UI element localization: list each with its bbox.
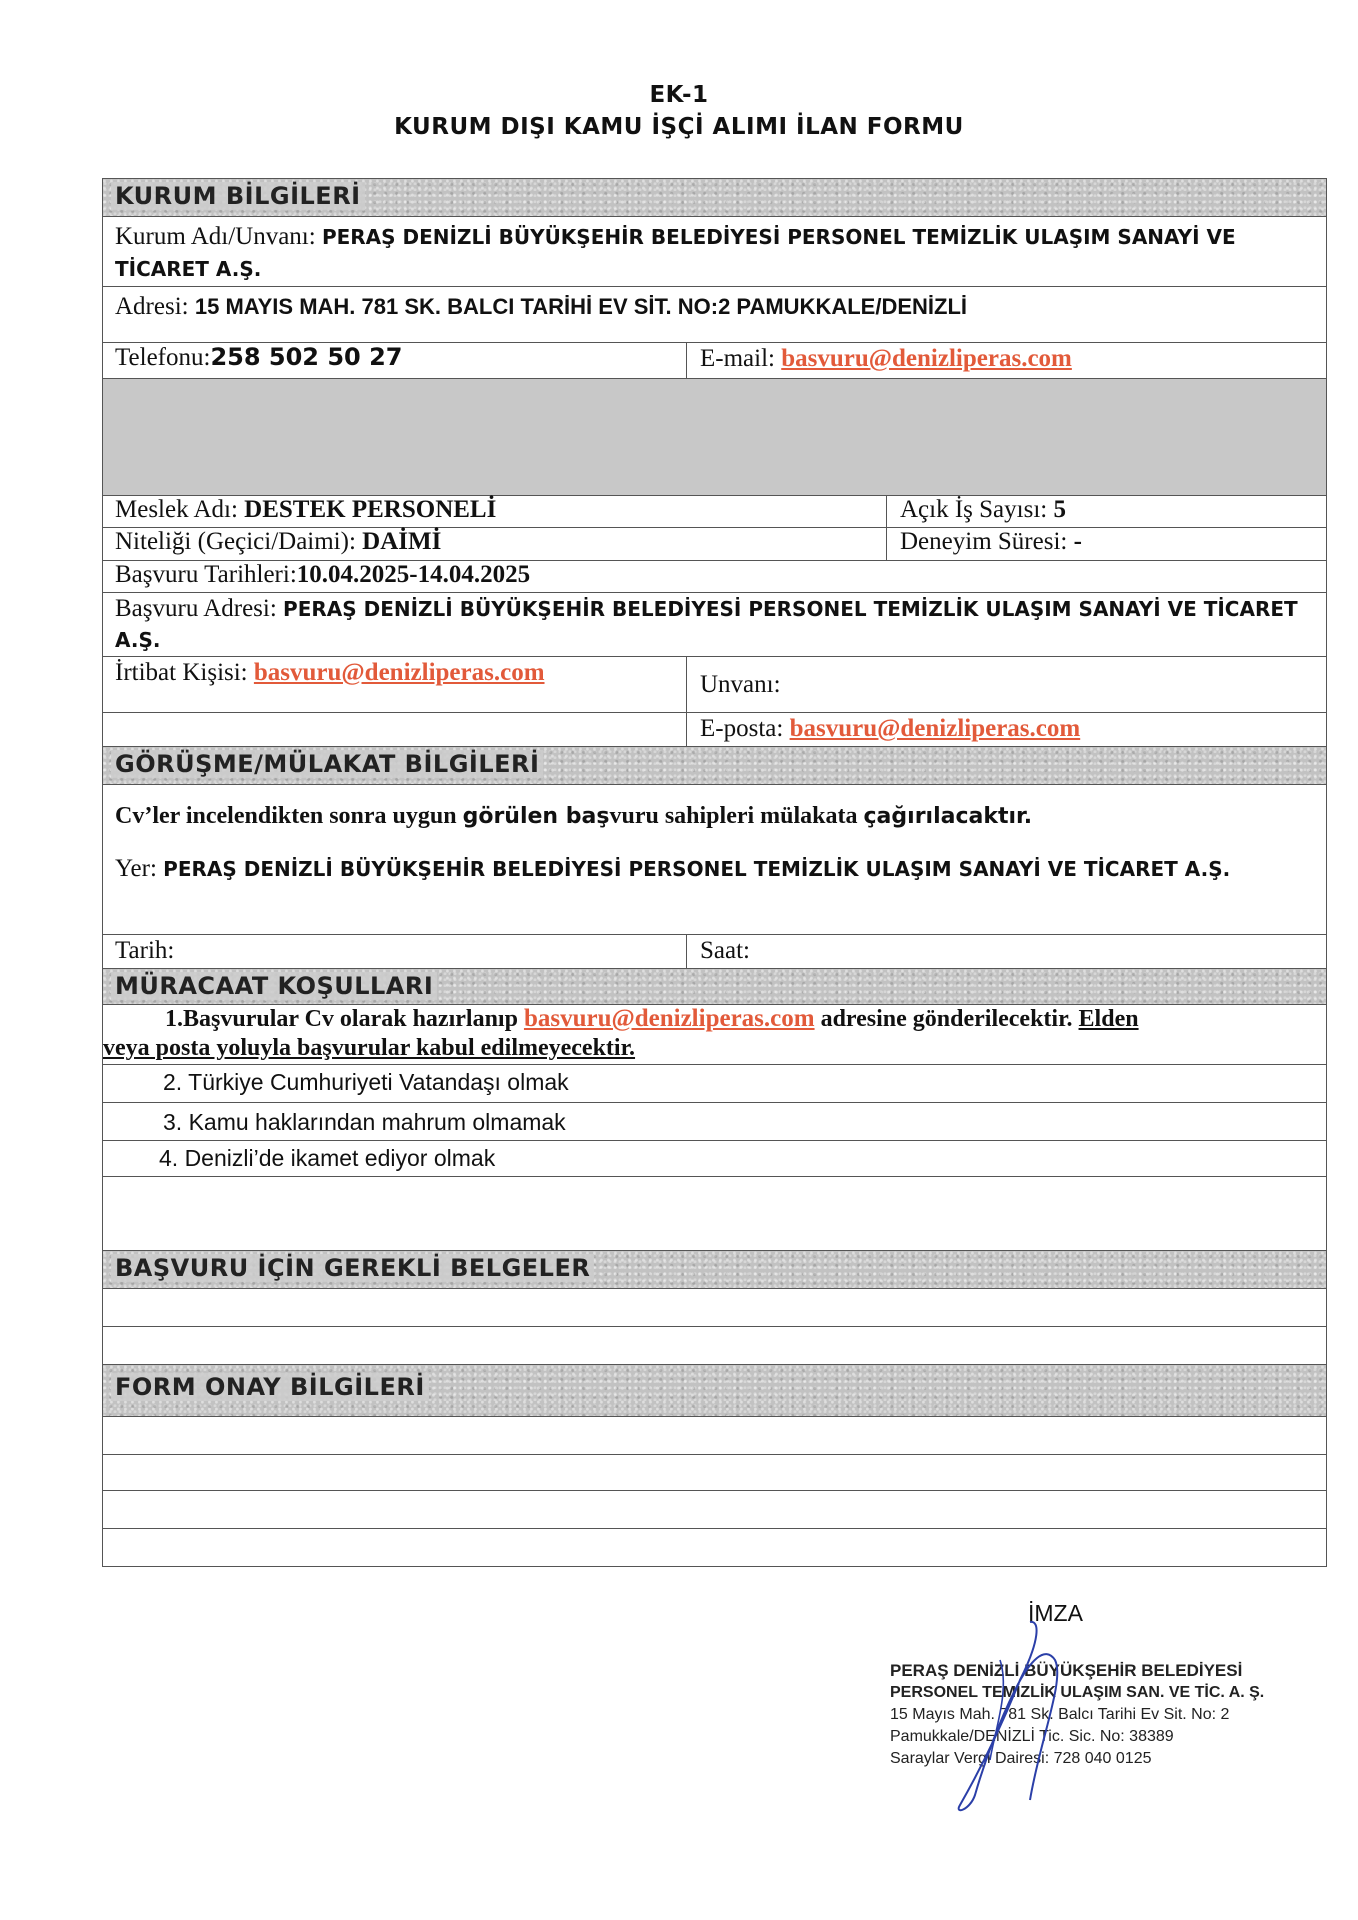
section-title: GÖRÜŞME/MÜLAKAT BİLGİLERİ	[111, 750, 543, 778]
eposta-row	[103, 713, 1326, 747]
irtibat-label: İrtibat Kişisi:	[115, 659, 248, 686]
section-title: MÜRACAAT KOŞULLARI	[111, 972, 437, 1000]
kosul-1: 1.Başvurular Cv olarak hazırlanıp basvuru@denizliperas.com adresine gönderilecektir. Elden veya posta yoluyla başvurular kabul edilmeyecektir.	[103, 1005, 1326, 1065]
kosul-1-cont: veya posta yoluyla başvurular kabul edilmeyecektir.	[103, 1035, 636, 1061]
basvuru-tarihleri-row	[103, 561, 1326, 593]
form-code: EK-1	[649, 82, 709, 108]
acik-is-label: Açık İş Sayısı:	[900, 496, 1048, 523]
nitelik-row	[103, 528, 1326, 561]
meslek-row	[103, 496, 1326, 528]
signature-stamp	[880, 1600, 1320, 1820]
basvuru-adresi-label: Başvuru Adresi:	[115, 595, 277, 622]
stamp-line-5: Saraylar Vergi Dairesi: 728 040 0125	[890, 1750, 1152, 1767]
empty-row	[103, 1327, 1326, 1365]
signature-scribble	[880, 1600, 1320, 1820]
email-link[interactable]: basvuru@denizliperas.com	[781, 345, 1072, 372]
empty-row	[103, 1417, 1326, 1455]
divider	[686, 657, 687, 713]
kosul-email-link[interactable]: basvuru@denizliperas.com	[523, 1005, 815, 1032]
empty-row	[103, 1455, 1326, 1491]
form-title: KURUM DIŞI KAMU İŞÇİ ALIMI İLAN FORMU	[394, 114, 964, 140]
eposta-label: E-posta:	[700, 715, 784, 742]
yer-label: Yer:	[115, 855, 157, 882]
empty-row	[103, 1491, 1326, 1529]
divider	[686, 935, 687, 969]
section-kurum-bilgileri	[103, 179, 1326, 217]
empty-row	[103, 1289, 1326, 1327]
nitelik-value: DAİMİ	[362, 528, 442, 555]
divider	[886, 528, 887, 561]
section-gorusme-bilgileri	[103, 747, 1326, 785]
deneyim-label: Deneyim Süresi:	[900, 528, 1068, 555]
kurum-iletisim-row	[103, 343, 1326, 379]
nitelik-label: Niteliği (Geçici/Daimi):	[115, 528, 356, 555]
basvuru-adresi-row	[103, 593, 1326, 657]
basvuru-tarihleri-value: 10.04.2025-14.04.2025	[296, 561, 531, 588]
section-gerekli-belgeler	[103, 1251, 1326, 1289]
gorusme-content	[103, 785, 1326, 935]
imza-label: İMZA	[1028, 1600, 1083, 1626]
meslek-value: DESTEK PERSONELİ	[244, 496, 497, 523]
telefon-label: Telefonu:	[115, 344, 211, 371]
acik-is-value: 5	[1053, 496, 1066, 523]
kurum-adres-label: Adresi:	[115, 293, 189, 320]
basvuru-adresi-value: PERAŞ DENİZLİ BÜYÜKŞEHİR BELEDİYESİ PERSONEL TEMİZLİK ULAŞIM SANAYİ VE TİCARET	[283, 597, 1298, 621]
telefon-value: 258 502 50 27	[210, 343, 403, 371]
section-title: BAŞVURU İÇİN GEREKLİ BELGELER	[111, 1254, 594, 1282]
divider	[686, 713, 687, 747]
application-form	[102, 178, 1327, 1567]
tarih-saat-row	[103, 935, 1326, 969]
section-title: KURUM BİLGİLERİ	[111, 182, 365, 210]
divider	[686, 343, 687, 379]
kurum-adres-value: 15 MAYIS MAH. 781 SK. BALCI TARİHİ EV SİT. NO:2 PAMUKKALE/DENİZLİ	[194, 294, 967, 319]
kosul-3: 3. Kamu haklarından mahrum olmamak	[103, 1103, 1326, 1141]
irtibat-link[interactable]: basvuru@denizliperas.com	[253, 659, 545, 686]
stamp-line-2: PERSONEL TEMİZLİK ULAŞIM SAN. VE TİC. A. Ş.	[890, 1684, 1265, 1701]
kosul-2: 2. Türkiye Cumhuriyeti Vatandaşı olmak	[103, 1065, 1326, 1103]
kurum-adi-value-cont: TİCARET A.Ş.	[115, 257, 262, 281]
section-muracaat-kosullari	[103, 969, 1326, 1005]
meslek-label: Meslek Adı:	[115, 496, 238, 523]
basvuru-tarihleri-label: Başvuru Tarihleri:	[115, 561, 297, 588]
email-label: E-mail:	[700, 345, 775, 372]
divider	[886, 496, 887, 528]
redacted-area	[103, 379, 1326, 496]
unvan-label: Unvanı:	[700, 671, 781, 698]
saat-label: Saat:	[700, 937, 750, 964]
eposta-link[interactable]: basvuru@denizliperas.com	[789, 715, 1081, 742]
tarih-label: Tarih:	[115, 937, 175, 964]
stamp-line-4: Pamukkale/DENİZLİ Tic. Sic. No: 38389	[890, 1728, 1174, 1745]
stamp-line-3: 15 Mayıs Mah. 781 Sk. Balcı Tarihi Ev Sit. No: 2	[890, 1706, 1230, 1723]
empty-row	[103, 1177, 1326, 1251]
gorusme-note: Cv’ler incelendikten sonra uygun görülen başvuru sahipleri mülakata çağırılacaktır.	[115, 803, 1033, 829]
basvuru-adresi-value-cont: A.Ş.	[115, 628, 161, 652]
kurum-adi-label: Kurum Adı/Unvanı:	[115, 223, 316, 250]
deneyim-value: -	[1073, 528, 1082, 555]
section-form-onay	[103, 1365, 1326, 1417]
kurum-adi-row	[103, 217, 1326, 287]
irtibat-row	[103, 657, 1326, 713]
kurum-adi-value: PERAŞ DENİZLİ BÜYÜKŞEHİR BELEDİYESİ PERSONEL TEMİZLİK ULAŞIM SANAYİ VE	[321, 225, 1236, 249]
stamp-line-1: PERAŞ DENİZLİ BÜYÜKŞEHİR BELEDİYESİ	[890, 1661, 1243, 1680]
section-title: FORM ONAY BİLGİLERİ	[111, 1373, 429, 1401]
kurum-adres-row	[103, 287, 1326, 343]
yer-value: PERAŞ DENİZLİ BÜYÜKŞEHİR BELEDİYESİ PERSONEL TEMİZLİK ULAŞIM SANAYİ VE TİCARET A.Ş.	[163, 857, 1231, 881]
kosul-4: 4. Denizli’de ikamet ediyor olmak	[103, 1141, 1326, 1177]
